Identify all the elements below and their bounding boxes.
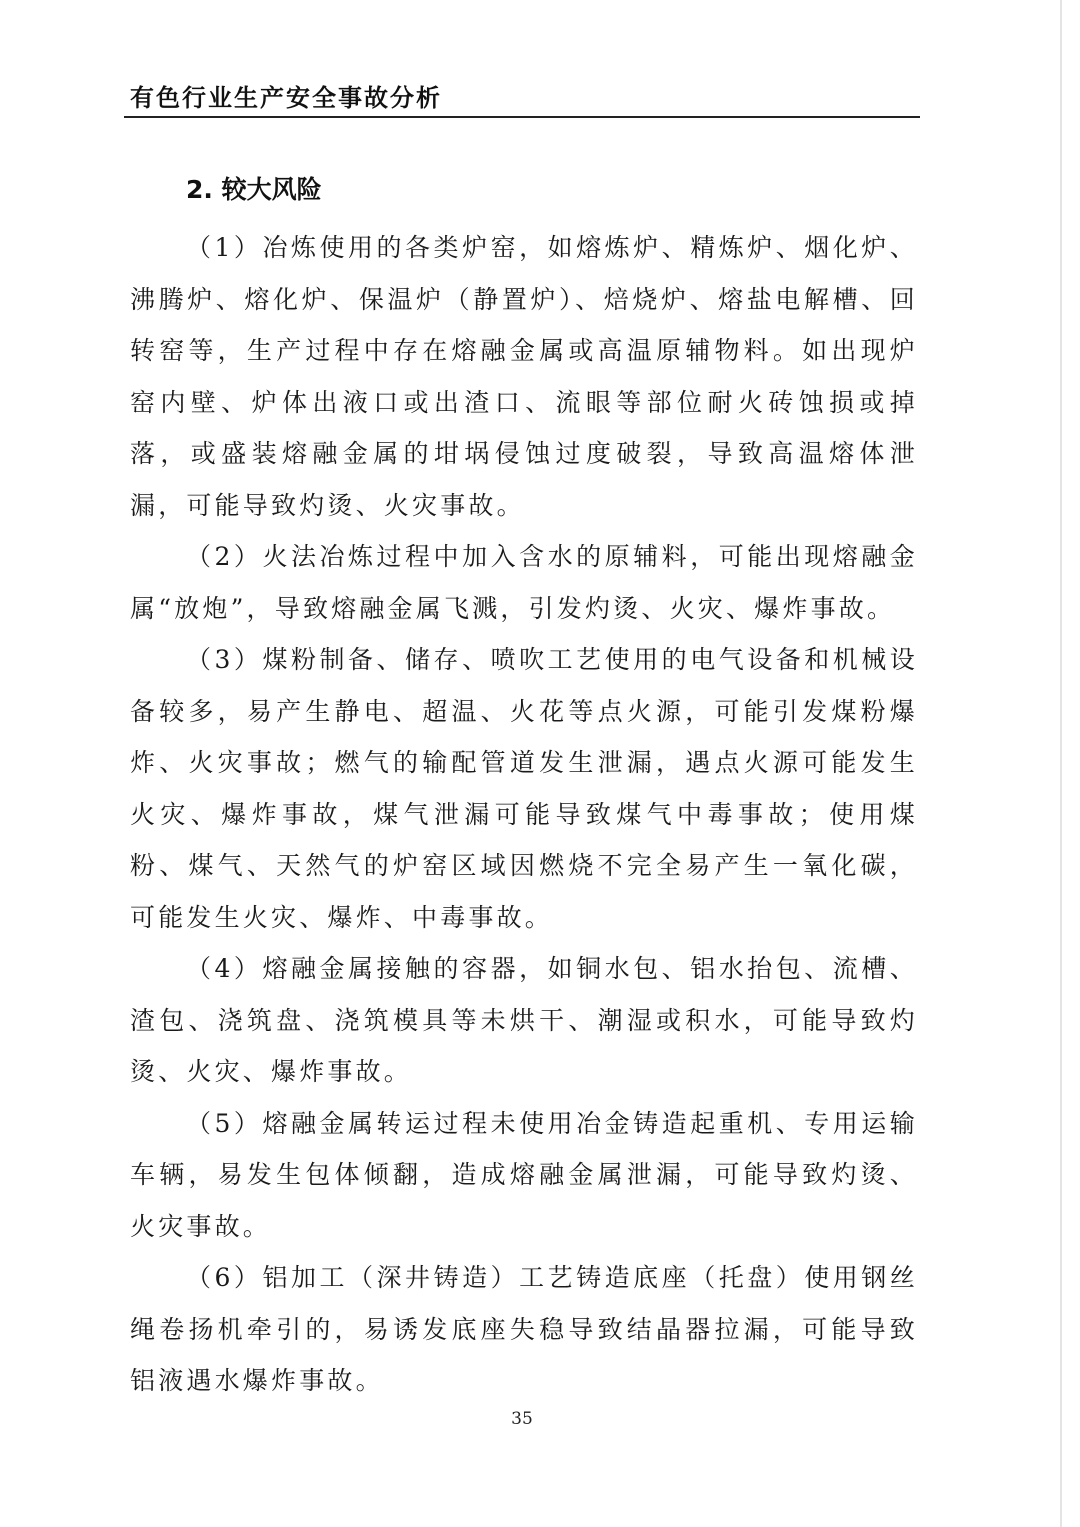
paragraph-4: （4）熔融金属接触的容器，如铜水包、铝水抬包、流槽、渣包、浇筑盘、浇筑模具等未烘干、潮湿或积水，可能导致灼烫、火灾、爆炸事故。 xyxy=(130,954,918,1086)
paragraph-6: （6）铝加工（深井铸造）工艺铸造底座（托盘）使用钢丝绳卷扬机牵引的，易诱发底座失稳导致结晶器拉漏，可能导致铝液遇水爆炸事故。 xyxy=(130,1263,918,1395)
paragraph-3: （3）煤粉制备、储存、喷吹工艺使用的电气设备和机械设备较多，易产生静电、超温、火花等点火源，可能引发煤粉爆炸、火灾事故；燃气的输配管道发生泄漏，遇点火源可能发生火灾、爆炸事故，煤气泄漏可能导致煤气中毒事故；使用煤粉、煤气、天然气的炉窑区域因燃烧不完全易产生一氧化碳，可能发生火灾、爆炸、中毒事故。 xyxy=(130,645,918,932)
paragraph-2: （2）火法冶炼过程中加入含水的原辅料，可能出现熔融金属“放炮”，导致熔融金属飞溅，引发灼烫、火灾、爆炸事故。 xyxy=(130,542,918,623)
paragraph-5: （5）熔融金属转运过程未使用冶金铸造起重机、专用运输车辆，易发生包体倾翻，造成熔融金属泄漏，可能导致灼烫、火灾事故。 xyxy=(130,1108,918,1241)
section-heading: 2. 较大风险 xyxy=(186,175,322,204)
page-number: 35 xyxy=(511,1409,533,1429)
header-rule xyxy=(124,116,920,118)
running-header: 有色行业生产安全事故分析 xyxy=(130,84,442,112)
page-edge-line xyxy=(1060,0,1062,1527)
body-text xyxy=(130,222,918,1407)
paragraph-1: （1）冶炼使用的各类炉窑，如熔炼炉、精炼炉、烟化炉、沸腾炉、熔化炉、保温炉（静置炉）、焙烧炉、熔盐电解槽、回转窑等，生产过程中存在熔融金属或高温原辅物料。如出现炉窑内壁、炉体出液口或出渣口、流眼等部位耐火砖蚀损或掉落，或盛装熔融金属的坩埚侵蚀过度破裂，导致高温熔体泄漏，可能导致灼烫、火灾事故。 xyxy=(130,233,918,520)
